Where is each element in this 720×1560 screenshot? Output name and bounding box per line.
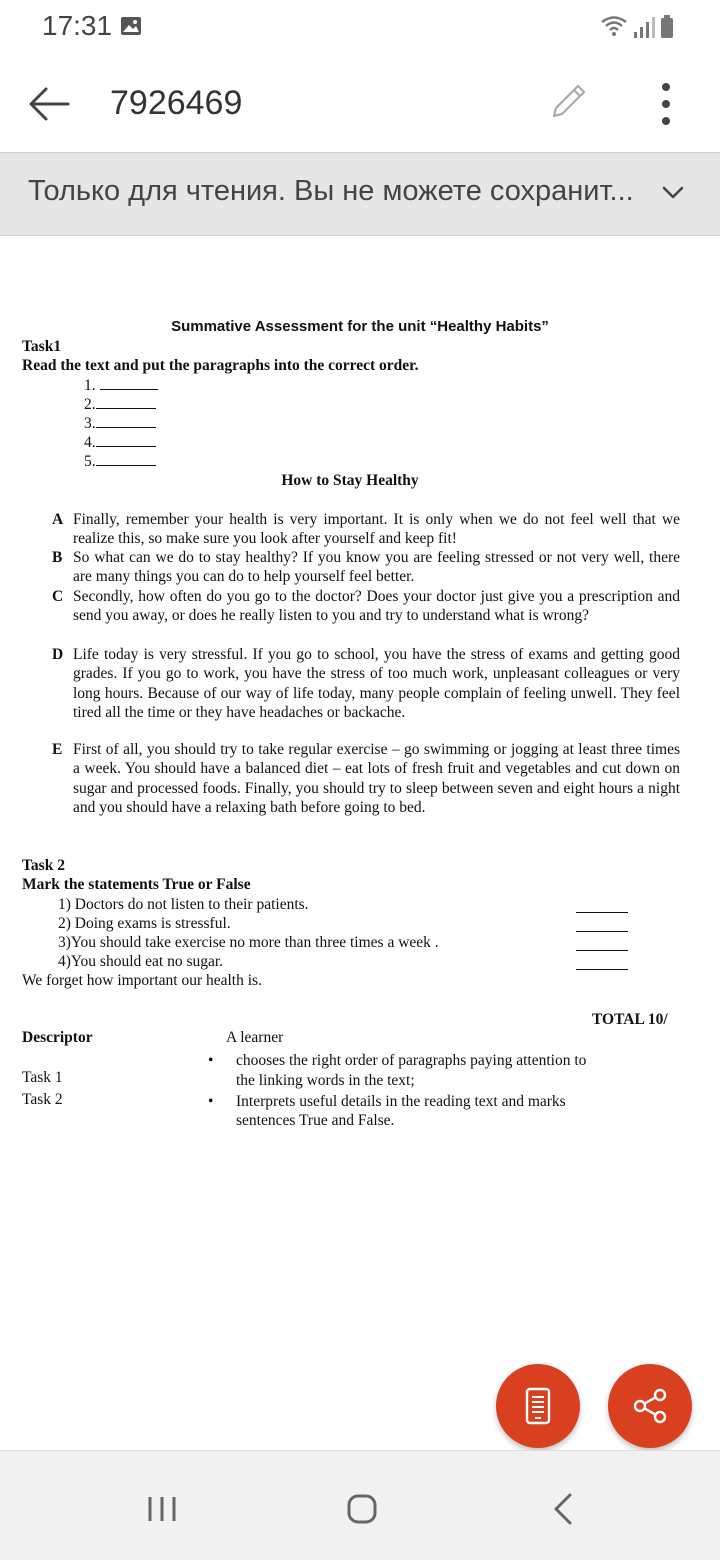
answer-blank [576,969,628,970]
paragraph-letter: B [52,549,63,566]
pencil-icon[interactable] [546,80,590,124]
answer-blank [576,931,628,932]
app-bar [0,56,720,152]
statement-1: 1) Doctors do not listen to their patients. [58,896,309,913]
document-heading: Summative Assessment for the unit “Healthy Habits” [171,318,549,335]
task2-title: Task 2 [22,857,65,874]
descriptor-bullet-2-line-1: Interprets useful details in the reading text and marks [236,1093,566,1110]
signal-icon [634,17,655,38]
paragraph-a [52,510,680,549]
task1-title: Task1 [22,338,62,355]
paragraph-d [52,645,680,722]
reading-view-button[interactable] [496,1364,580,1448]
paragraph-text: Secondly, how often do you go to the doctor? Does your doctor just give you a prescription and send you away, or does he really listen to you and try to understand what is wrong? [73,588,680,625]
read-only-banner[interactable] [0,152,720,236]
descriptor-label: Descriptor [22,1029,93,1046]
answer-line-3: 3. [84,414,156,433]
paragraph-letter: D [52,646,64,663]
paragraph-letter: A [52,511,64,528]
navigation-bar [0,1450,720,1560]
back-icon[interactable] [544,1489,584,1529]
learner-label: A learner [226,1029,284,1046]
recents-icon[interactable] [142,1489,182,1529]
answer-blank [576,912,628,913]
document-page [0,236,720,1450]
chevron-down-icon[interactable] [660,183,686,203]
task2-instruction: Mark the statements True or False [22,876,251,893]
status-time: 17:31 [42,10,113,41]
paragraph-c [52,587,680,626]
answer-line-5: 5. [84,452,156,471]
bullet-icon: • [208,1052,214,1069]
status-indicators [600,14,680,40]
statement-4: 4)You should eat no sugar. [58,953,224,970]
banner-text: Только для чтения. Вы не можете сохранит... [28,175,634,207]
home-icon[interactable] [342,1489,382,1529]
paragraph-text: So what can we do to stay healthy? If you know you are feeling stressed or not very well, there are many things you can do to help yourself feel better. [73,549,680,586]
reading-view-icon [518,1386,558,1426]
answer-line-1: 1. [84,376,158,395]
battery-icon [661,15,673,38]
back-arrow-icon[interactable] [24,80,72,128]
image-icon [120,16,142,36]
statement-3: 3)You should take exercise no more than three times a week . [58,934,439,951]
descriptor-task1: Task 1 [22,1069,63,1086]
share-icon [630,1386,670,1426]
wifi-icon [602,18,626,37]
task1-instruction: Read the text and put the paragraphs into the correct order. [22,357,419,374]
status-bar [0,0,720,56]
paragraph-text: Life today is very stressful. If you go to school, you have the stress of exams and getting good grades. If you go to work, you have the stress of too much work, unpleasant colleagues or very long hours. Because of our way of life today, many people complain of feeling unwell. They feel tired all the time or they have headaches or backache. [73,646,680,721]
answer-line-4: 4. [84,433,156,452]
document-title: 7926469 [110,84,243,122]
descriptor-task2: Task 2 [22,1091,63,1108]
paragraph-text: Finally, remember your health is very important. It is only when we do not feel well that we realize this, so make sure you look after yourself and keep fit! [73,511,680,548]
bullet-icon: • [208,1093,214,1110]
paragraph-letter: E [52,741,63,758]
share-button[interactable] [608,1364,692,1448]
descriptor-bullet-1-line-1: chooses the right order of paragraphs paying attention to [236,1052,587,1069]
paragraph-b [52,548,680,587]
paragraph-text: First of all, you should try to take regular exercise – go swimming or jogging at least three times a week. You should have a balanced diet – eat lots of fresh fruit and vegetables and cut down on sugar and processed foods. Finally, you should try to sleep between seven and eight hours a night and you should have a relaxing bath before going to bed. [73,741,680,816]
answer-blank [576,950,628,951]
statement-2: 2) Doing exams is stressful. [58,915,231,932]
descriptor-bullet-1-line-2: the linking words in the text; [236,1072,415,1089]
descriptor-bullet-2-line-2: sentences True and False. [236,1112,395,1129]
more-vertical-icon[interactable] [652,80,680,128]
extra-statement: We forget how important our health is. [22,972,262,989]
story-title: How to Stay Healthy [281,472,419,489]
answer-line-2: 2. [84,395,156,414]
paragraph-e [52,740,680,817]
paragraph-letter: C [52,588,64,605]
total-score: TOTAL 10/ [592,1011,668,1028]
